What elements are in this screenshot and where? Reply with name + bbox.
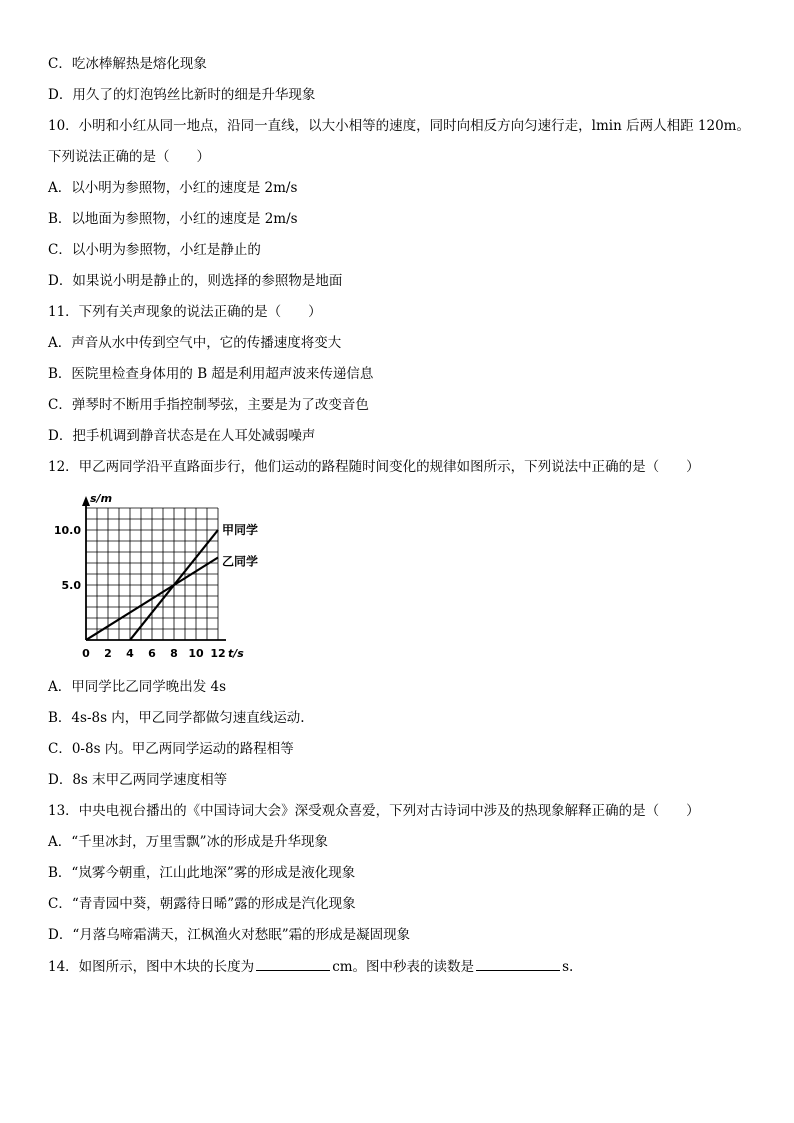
chart-axes — [82, 496, 226, 640]
answer-blank-stopwatch[interactable] — [476, 956, 560, 971]
q10-option-a: A．以小明为参照物，小红的速度是 2m/s — [48, 180, 298, 196]
q13-option-b: B．“岚雾今朝重，江山此地深”雾的形成是液化现象 — [48, 865, 356, 881]
q10-stem: 10．小明和小红从同一地点，沿同一直线，以大小相等的速度，同时向相反方向匀速行走，lmin 后两人相距 120m。 — [48, 118, 750, 134]
y-tick-label: 10.0 — [53, 524, 81, 537]
q14-text-1: 14．如图所示，图中木块的长度为 — [48, 959, 255, 975]
q12-option-d: D．8s 末甲乙两同学速度相等 — [48, 772, 228, 788]
q12-option-a: A．甲同学比乙同学晚出发 4s — [48, 679, 227, 695]
y-axis-title: s/m — [90, 492, 113, 505]
q13-stem: 13．中央电视台播出的《中国诗词大会》深受观众喜爱，下列对古诗词中涉及的热现象解释正确的是（ ） — [48, 803, 700, 819]
q11-option-d: D．把手机调到静音状态是在人耳处减弱噪声 — [48, 428, 316, 444]
q10-stem-cont: 下列说法正确的是（ ） — [48, 149, 210, 165]
x-tick-label: 0 — [82, 647, 90, 660]
q12-option-b: B．4s-8s 内，甲乙同学都做匀速直线运动. — [48, 710, 305, 726]
x-tick-label: 4 — [126, 647, 134, 660]
q14-text-3: s. — [562, 959, 574, 975]
q9-option-d: D．用久了的灯泡钨丝比新时的细是升华现象 — [48, 87, 316, 103]
q10-option-c: C．以小明为参照物，小红是静止的 — [48, 242, 261, 258]
series-label: 甲同学 — [222, 523, 259, 537]
q12-option-c: C．0-8s 内。甲乙两同学运动的路程相等 — [48, 741, 294, 757]
q11-option-c: C．弹琴时不断用手指控制琴弦，主要是为了改变音色 — [48, 397, 369, 413]
x-tick-label: 10 — [188, 647, 204, 660]
q11-option-a: A．声音从水中传到空气中，它的传播速度将变大 — [48, 335, 342, 351]
y-tick-label: 5.0 — [61, 579, 81, 592]
x-tick-label: 6 — [148, 647, 156, 660]
q10-option-b: B．以地面为参照物，小红的速度是 2m/s — [48, 211, 298, 227]
q13-option-c: C．“青青园中葵，朝露待日晞”露的形成是汽化现象 — [48, 896, 356, 912]
chart-grid — [86, 508, 218, 640]
chart-labels — [54, 492, 258, 660]
x-tick-label: 12 — [210, 647, 226, 660]
q12-stem: 12．甲乙两同学沿平直路面步行，他们运动的路程随时间变化的规律如图所示，下列说法中正确的是（ ） — [48, 459, 700, 475]
series-label: 乙同学 — [222, 554, 259, 569]
q13-option-d: D．“月落乌啼霜满天，江枫渔火对愁眠”霜的形成是凝固现象 — [48, 927, 411, 943]
answer-blank-length[interactable] — [256, 956, 330, 971]
q14-text-2: cm。图中秒表的读数是 — [332, 959, 475, 975]
q9-option-c: C．吃冰棒解热是熔化现象 — [48, 56, 207, 72]
y-axis-arrow — [82, 496, 90, 506]
q10-option-d: D．如果说小明是静止的，则选择的参照物是地面 — [48, 273, 343, 289]
x-axis-title: t/s — [228, 647, 244, 660]
x-tick-label: 2 — [104, 647, 112, 660]
q11-option-b: B．医院里检查身体用的 B 超是利用超声波来传递信息 — [48, 366, 374, 382]
q13-option-a: A．“千里冰封，万里雪飘”冰的形成是升华现象 — [48, 834, 329, 850]
distance-time-graph — [48, 490, 288, 670]
x-tick-label: 8 — [170, 647, 178, 660]
q14-stem — [48, 956, 573, 977]
q11-stem: 11．下列有关声现象的说法正确的是（ ） — [48, 304, 322, 320]
